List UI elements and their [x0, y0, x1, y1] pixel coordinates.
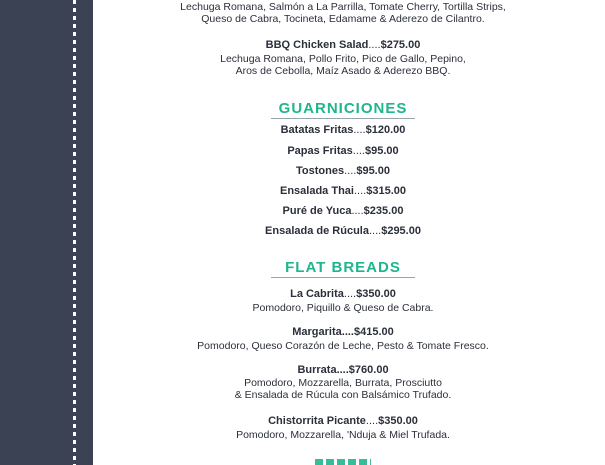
- item-price: $315.00: [366, 185, 406, 197]
- item-name: Chistorrita Picante: [268, 415, 366, 427]
- item-dots: ....: [368, 225, 382, 237]
- menu-item: [93, 185, 593, 198]
- item-dots: ....: [351, 205, 364, 217]
- item-price: $415.00: [354, 326, 394, 338]
- next-section-title-cutoff: [315, 459, 371, 465]
- item-price: $295.00: [381, 225, 421, 237]
- item-description: Pomodoro, Mozzarella, 'Nduja & Miel Trufada.: [236, 429, 450, 441]
- item-price: $350.00: [356, 288, 396, 300]
- item-name: Ensalada de Rúcula: [265, 225, 369, 237]
- spine-stitch-line: [73, 0, 76, 465]
- menu-item: [93, 205, 593, 218]
- item-name: Burrata: [297, 364, 337, 376]
- item-price: $350.00: [378, 415, 418, 427]
- item-name: Puré de Yuca: [282, 205, 352, 217]
- menu-item-bbq-chicken-salad: [93, 39, 593, 52]
- item-dots: ....: [352, 145, 365, 157]
- item-description: Pomodoro, Mozzarella, Burrata, Prosciutto: [244, 377, 442, 389]
- item-name: Tostones: [296, 165, 345, 177]
- salad-description-line: Lechuga Romana, Salmón a La Parrilla, Tomate Cherry, Tortilla Strips,: [180, 1, 506, 13]
- item-dots: ....: [368, 39, 381, 51]
- menu-item: [93, 364, 593, 377]
- section-title-flat-breads: FLAT BREADS: [285, 259, 401, 276]
- menu-item: [93, 165, 593, 178]
- menu-item: [93, 124, 593, 137]
- item-price: $95.00: [365, 145, 399, 157]
- section-title-guarniciones: GUARNICIONES: [278, 100, 408, 117]
- item-description: Pomodoro, Piquillo & Queso de Cabra.: [252, 302, 434, 314]
- item-description: Aros de Cebolla, Maíz Asado & Aderezo BBQ.: [235, 65, 451, 77]
- menu-item: [93, 288, 593, 301]
- item-name: BBQ Chicken Salad: [265, 39, 369, 51]
- item-dots: ....: [353, 124, 366, 136]
- item-description: & Ensalada de Rúcula con Balsámico Trufado.: [234, 389, 452, 401]
- menu-spine: [0, 0, 93, 465]
- item-name: Batatas Fritas: [280, 124, 354, 136]
- salad-description-line: Queso de Cabra, Tocineta, Edamame & Aderezo de Cilantro.: [201, 13, 485, 25]
- item-dots: ....: [336, 364, 349, 376]
- menu-item: [93, 145, 593, 158]
- item-description: Lechuga Romana, Pollo Frito, Pico de Gallo, Pepino,: [220, 53, 466, 65]
- item-price: $95.00: [356, 165, 390, 177]
- item-dots: ....: [343, 288, 357, 300]
- item-price: $275.00: [380, 39, 421, 51]
- menu-item: [93, 415, 593, 428]
- item-name: Ensalada Thai: [280, 185, 354, 197]
- section-divider: [271, 277, 415, 278]
- item-dots: ....: [344, 165, 357, 177]
- item-price: $235.00: [363, 205, 404, 217]
- item-name: Papas Fritas: [287, 145, 353, 157]
- section-divider: [271, 118, 415, 119]
- item-dots: ....: [353, 185, 367, 197]
- menu-item: [93, 326, 593, 339]
- item-name: Margarita: [292, 326, 342, 338]
- item-dots: ....: [341, 326, 354, 338]
- item-name: La Cabrita: [290, 288, 344, 300]
- menu-page: [93, 0, 605, 465]
- item-price: $760.00: [348, 364, 389, 376]
- item-dots: ....: [365, 415, 379, 427]
- item-description: Pomodoro, Queso Corazón de Leche, Pesto & Tomate Fresco.: [197, 340, 489, 352]
- item-price: $120.00: [365, 124, 406, 136]
- menu-item: [93, 225, 593, 238]
